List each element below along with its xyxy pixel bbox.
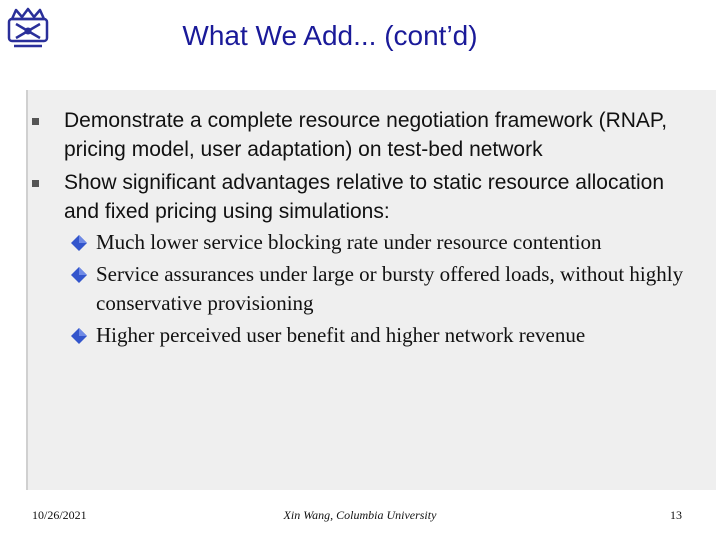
bullet-item — [32, 106, 692, 164]
square-bullet-icon — [32, 118, 39, 125]
slide-title: What We Add... (cont’d) — [182, 20, 478, 51]
sub-bullet-text: Much lower service blocking rate under resource contention — [96, 230, 602, 254]
sub-bullet-list — [64, 228, 692, 350]
square-bullet-icon — [32, 180, 39, 187]
sub-bullet-item — [64, 321, 692, 350]
sub-bullet-item — [64, 228, 692, 257]
columbia-crown-logo-icon — [6, 6, 50, 50]
content-area-edge — [26, 90, 28, 490]
footer-author: Xin Wang, Columbia University — [283, 508, 437, 522]
page-number: 13 — [670, 508, 682, 522]
sub-bullet-item — [64, 260, 692, 318]
diamond-bullet-icon — [70, 327, 88, 345]
bullet-text: Demonstrate a complete resource negotiation framework (RNAP, pricing model, user adaptation) on test-bed network — [64, 109, 668, 161]
diamond-bullet-icon — [70, 266, 88, 284]
sub-bullet-text: Service assurances under large or bursty offered loads, without highly conservative provisioning — [96, 262, 684, 315]
bullet-item — [32, 168, 692, 350]
footer-date: 10/26/2021 — [32, 508, 87, 522]
bullet-list — [32, 106, 692, 354]
sub-bullet-text: Higher perceived user benefit and higher network revenue — [96, 323, 586, 347]
diamond-bullet-icon — [70, 234, 88, 252]
bullet-text: Show significant advantages relative to static resource allocation and fixed pricing using simulations: — [64, 171, 664, 223]
